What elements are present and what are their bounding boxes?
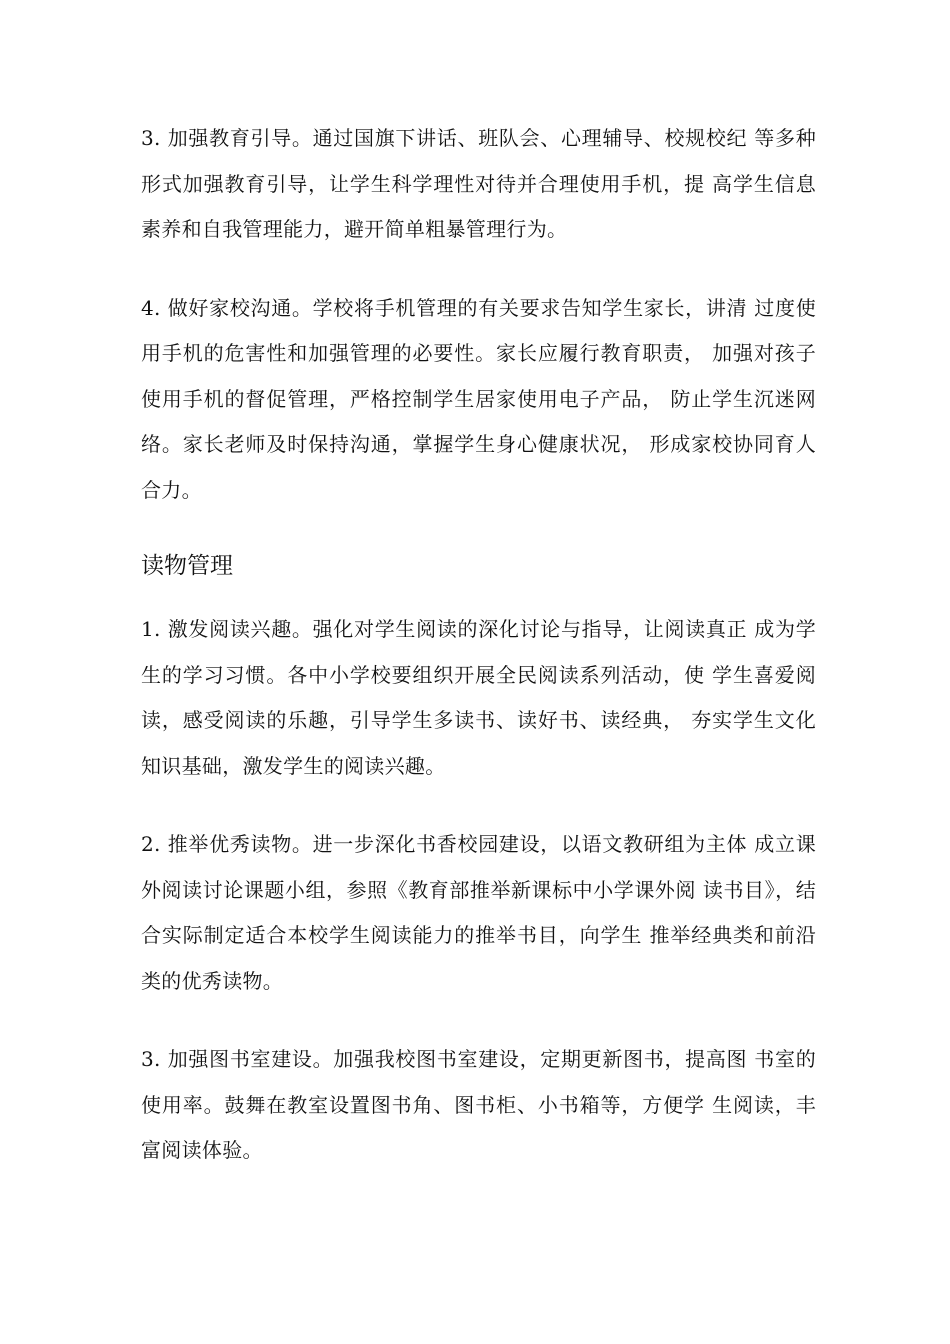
paragraph-reading-interest: 1. 激发阅读兴趣。强化对学生阅读的深化讨论与指导，让阅读真正 成为学生的学习习惯。各中小学校要组织开展全民阅读系列活动，使 学生喜爱阅读，感受阅读的乐趣，引导学生多读书、读好书、读经典， 夯实学生文化知识基础，激发学生的阅读兴趣。 [141,617,816,778]
document-body [141,116,816,1207]
paragraph-recommended-reading: 2. 推举优秀读物。进一步深化书香校园建设，以语文教研组为主体 成立课外阅读讨论课题小组，参照《教育部推举新课标中小学课外阅 读书目》，结合实际制定适合本校学生阅读能力的推举书目，向学生 推举经典类和前沿类的优秀读物。 [141,832,816,993]
paragraph-library-construction: 3. 加强图书室建设。加强我校图书室建设，定期更新图书，提高图 书室的使用率。鼓舞在教室设置图书角、图书柜、小书箱等，方便学 生阅读，丰富阅读体验。 [141,1047,816,1162]
section-heading: 读物管理 [141,553,233,579]
paragraph-home-school-communication: 4. 做好家校沟通。学校将手机管理的有关要求告知学生家长，讲清 过度使用手机的危害性和加强管理的必要性。家长应履行教育职责， 加强对孩子使用手机的督促管理，严格控制学生居家使用电子产品， 防止学生沉迷网络。家长老师及时保持沟通，掌握学生身心健康状况， 形成家校协同育人合力。 [141,295,816,502]
paragraph-education-guidance: 3. 加强教育引导。通过国旗下讲话、班队会、心理辅导、校规校纪 等多种形式加强教育引导，让学生科学理性对待并合理使用手机，提 高学生信息素养和自我管理能力，避开简单粗暴管理行为。 [141,126,816,241]
